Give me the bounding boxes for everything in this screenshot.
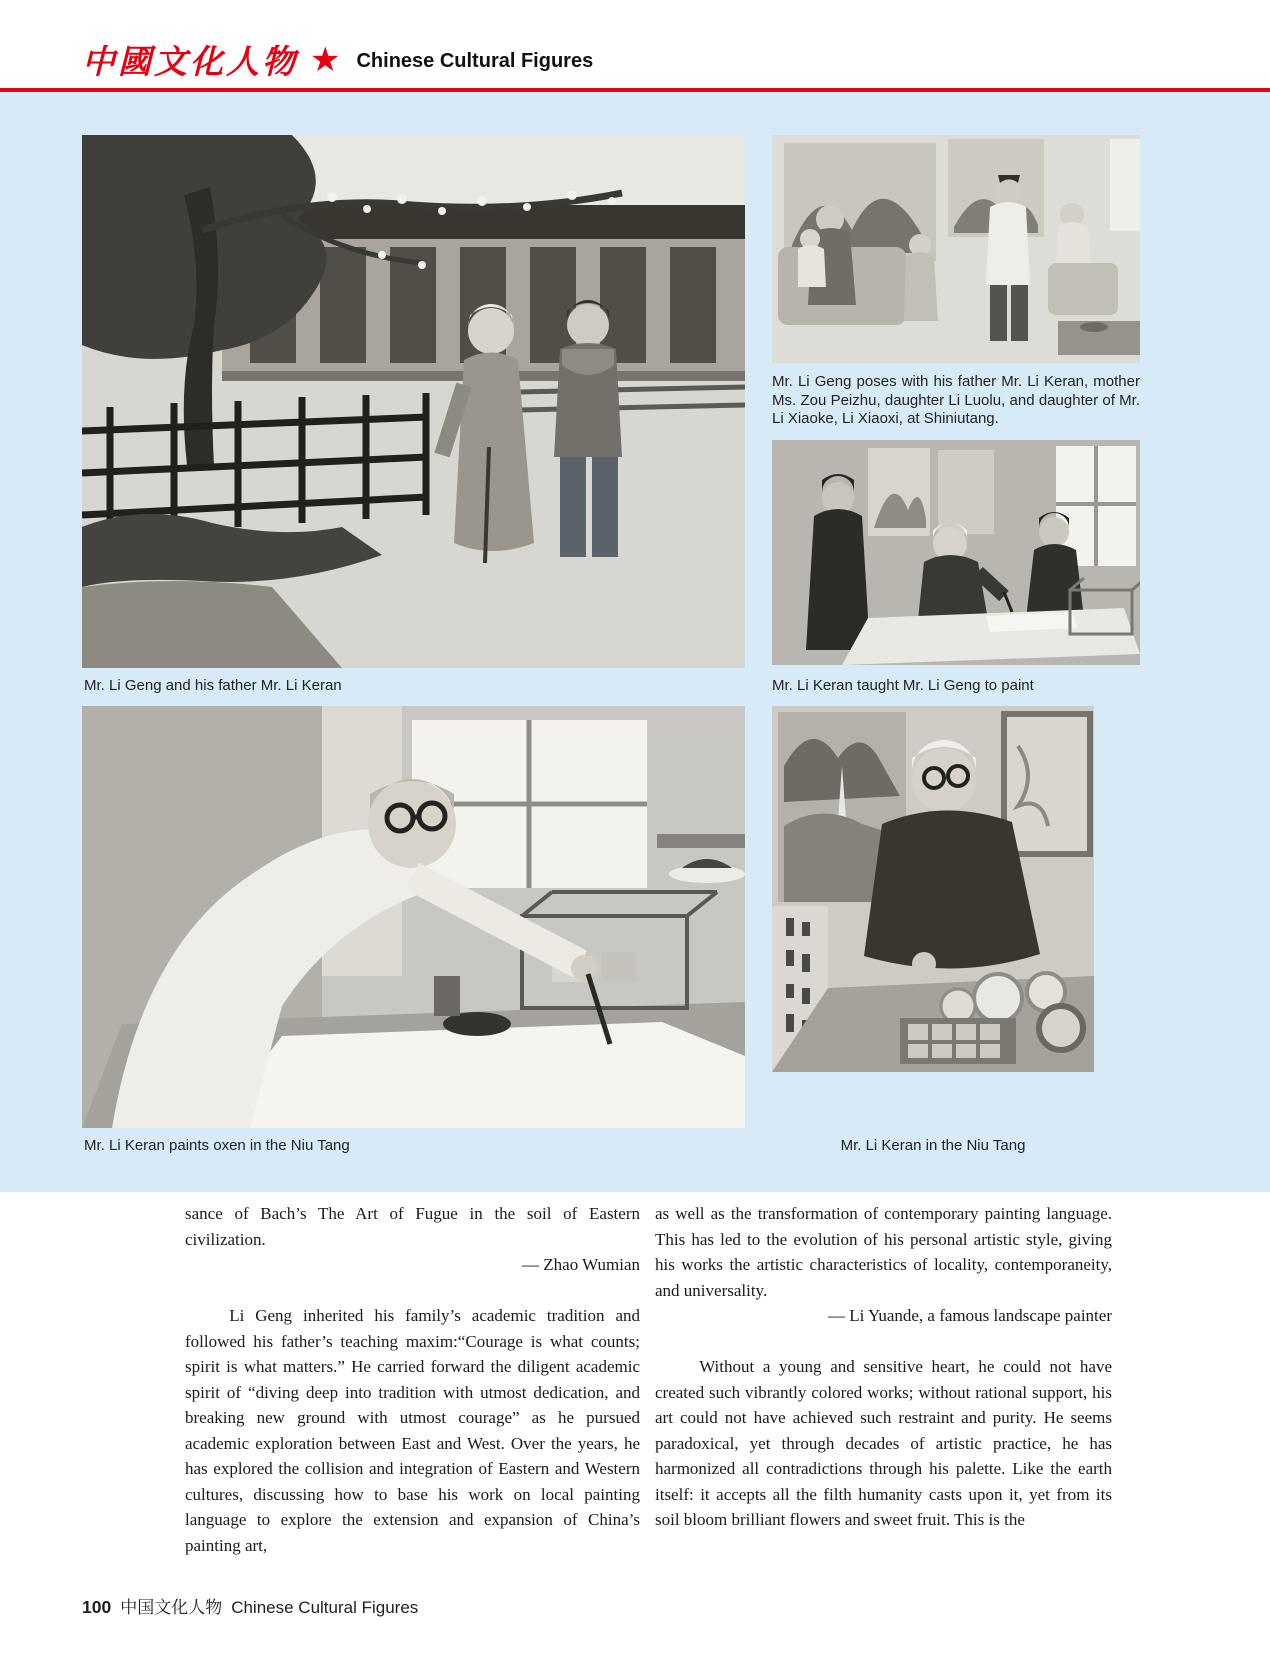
attribution-li-yuande: — Li Yuande, a famous landscape painter [827, 1306, 1112, 1325]
teaching-photo-illustration [772, 440, 1140, 665]
article-right-column [655, 1201, 1112, 1533]
painting-oxen-illustration [82, 706, 745, 1128]
magazine-logo [82, 41, 594, 80]
paragraph-continued-from-previous: sance of Bach’s The Art of Fugue in the soil of Eastern civilization. [185, 1204, 640, 1249]
niutang-photo-illustration [772, 706, 1094, 1072]
photo-painting-oxen [82, 706, 745, 1128]
caption-paints-oxen-photo: Mr. Li Keran paints oxen in the Niu Tang [84, 1137, 350, 1154]
photo-li-geng-and-li-keran [82, 135, 745, 668]
logo-english-text: Chinese Cultural Figures [356, 49, 594, 72]
footer-chinese-title: 中国文化人物 [120, 1598, 223, 1617]
family-photo-illustration [772, 135, 1140, 363]
page-number: 100 [82, 1597, 112, 1617]
caption-father-son-photo: Mr. Li Geng and his father Mr. Li Keran [84, 677, 342, 694]
star-icon: ★ [310, 41, 341, 79]
footer-english-title: Chinese Cultural Figures [231, 1598, 419, 1617]
paragraph-sensitive-heart: Without a young and sensitive heart, he could not have created such vibrantly colored works; without rational support, his art could not have achieved such restraint and purity. He seems paradoxical, yet through decades of artistic practice, he has harmonized all contradictions through his palette. Like the earth itself: it accepts all the filth humanity casts upon it, yet from its soil bloom brilliant flowers and sweet fruit. This is the [655, 1357, 1112, 1529]
caption-teaching-photo: Mr. Li Keran taught Mr. Li Geng to paint [772, 677, 1034, 694]
photo-teaching-to-paint [772, 440, 1140, 665]
photo-in-niutang [772, 706, 1094, 1072]
paragraph-painting-language: as well as the transformation of contemporary painting language. This has led to the evolution of his personal artistic style, giving his works the artistic characteristics of locality, contemporaneity, and universality. [655, 1204, 1112, 1300]
attribution-zhao-wumian: — Zhao Wumian [522, 1255, 640, 1274]
caption-in-niutang-photo: Mr. Li Keran in the Niu Tang [840, 1137, 1026, 1154]
photo-family-group [772, 135, 1140, 363]
logo-chinese-text: 中國文化人物 [82, 42, 298, 80]
paragraph-li-geng-tradition: Li Geng inherited his family’s academic tradition and followed his father’s teaching maxim:“Courage is what counts; spirit is what matters.” He carried forward the diligent academic spirit of “diving deep into tradition with utmost dedication, and breaking new ground with utmost courage” as he pursued academic exploration between East and West. Over the years, he has explored the collision and integration of Eastern and Western cultures, discussing how to base his work on local painting language to explore the extension and expansion of China’s painting art, [185, 1306, 640, 1555]
article-left-column [185, 1201, 640, 1558]
garden-photo-illustration [82, 135, 745, 668]
page-footer [82, 1593, 418, 1618]
caption-family-photo: Mr. Li Geng poses with his father Mr. Li Keran, mother Ms. Zou Peizhu, daughter Li Luolu, and daughter of Mr. Li Xiaoke, Li Xiaoxi, at Shiniutang. [772, 373, 1140, 427]
